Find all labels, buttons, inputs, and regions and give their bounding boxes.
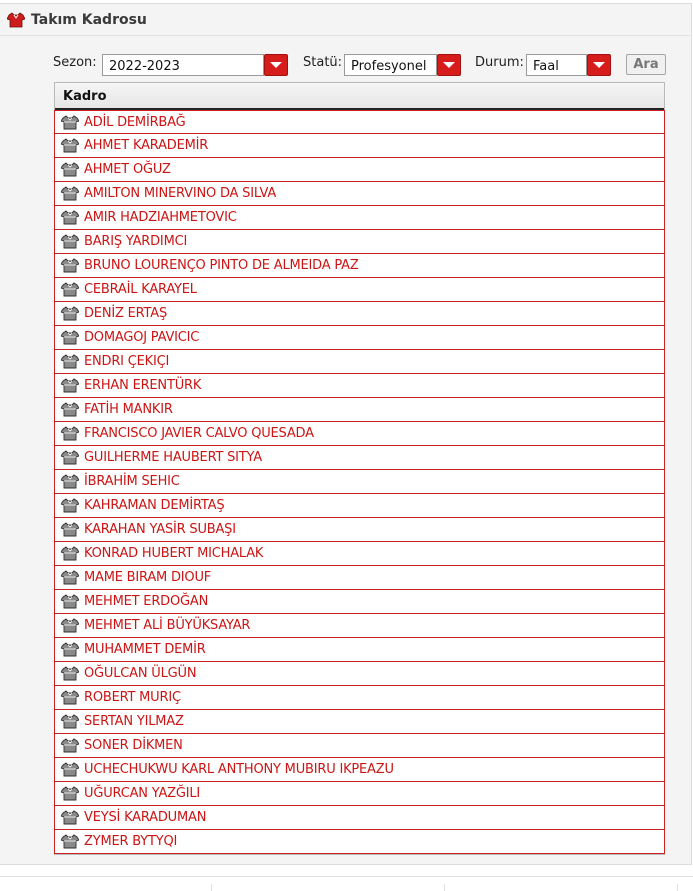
player-name-link[interactable]: AMILTON MINERVINO DA SILVA — [84, 186, 277, 201]
player-row — [55, 110, 664, 134]
player-name-link[interactable]: DOMAGOJ PAVICIC — [84, 330, 200, 345]
player-name-link[interactable]: BRUNO LOURENÇO PINTO DE ALMEIDA PAZ — [84, 258, 359, 273]
player-row — [55, 182, 664, 206]
player-row — [55, 662, 664, 686]
player-row — [55, 254, 664, 278]
player-name-link[interactable]: BARIŞ YARDIMCI — [84, 234, 188, 249]
jersey-icon — [61, 618, 79, 633]
player-name-link[interactable]: CEBRAİL KARAYEL — [84, 282, 197, 297]
search-button[interactable]: Ara — [626, 54, 666, 75]
jersey-icon — [61, 426, 79, 441]
season-select[interactable]: 2022-2023 — [102, 54, 264, 76]
jersey-icon — [61, 234, 79, 249]
jersey-icon — [61, 642, 79, 657]
player-row — [55, 518, 664, 542]
player-name-link[interactable]: AHMET KARADEMİR — [84, 138, 209, 153]
jersey-icon — [61, 450, 79, 465]
jersey-icon — [61, 378, 79, 393]
player-name-link[interactable]: AMIR HADZIAHMETOVIC — [84, 210, 237, 225]
player-row — [55, 326, 664, 350]
player-name-link[interactable]: MEHMET ERDOĞAN — [84, 594, 209, 609]
player-row — [55, 566, 664, 590]
jersey-icon — [61, 546, 79, 561]
player-name-link[interactable]: ENDRI ÇEKIÇI — [84, 354, 170, 369]
player-row — [55, 806, 664, 830]
player-name-link[interactable]: MAME BIRAM DIOUF — [84, 570, 212, 585]
player-row — [55, 374, 664, 398]
status-select[interactable]: Profesyonel — [344, 54, 437, 76]
jersey-icon — [61, 714, 79, 729]
jersey-icon — [7, 12, 25, 28]
player-name-link[interactable]: UĞURCAN YAZĞILI — [84, 786, 201, 801]
player-name-link[interactable]: ADİL DEMİRBAĞ — [84, 115, 186, 130]
jersey-icon — [61, 162, 79, 177]
player-row — [55, 830, 664, 854]
player-row — [55, 350, 664, 374]
jersey-icon — [61, 834, 79, 849]
player-name-link[interactable]: FRANCISCO JAVIER CALVO QUESADA — [84, 426, 314, 441]
jersey-icon — [61, 402, 79, 417]
roster-list — [54, 110, 665, 854]
player-row — [55, 470, 664, 494]
player-row — [55, 398, 664, 422]
jersey-icon — [61, 498, 79, 513]
player-row — [55, 614, 664, 638]
player-row — [55, 542, 664, 566]
footer-divider — [0, 876, 693, 877]
jersey-icon — [61, 522, 79, 537]
state-dropdown-arrow-icon[interactable] — [587, 54, 611, 76]
player-name-link[interactable]: KARAHAN YASİR SUBAŞI — [84, 522, 236, 537]
player-row — [55, 134, 664, 158]
footer-separator — [211, 884, 212, 891]
player-name-link[interactable]: GUILHERME HAUBERT SITYA — [84, 450, 262, 465]
player-name-link[interactable]: KAHRAMAN DEMİRTAŞ — [84, 498, 225, 513]
season-dropdown-arrow-icon[interactable] — [264, 54, 288, 76]
player-row — [55, 230, 664, 254]
player-row — [55, 710, 664, 734]
jersey-icon — [61, 474, 79, 489]
player-name-link[interactable]: AHMET OĞUZ — [84, 162, 171, 177]
player-name-link[interactable]: KONRAD HUBERT MICHALAK — [84, 546, 264, 561]
jersey-icon — [61, 258, 79, 273]
player-row — [55, 686, 664, 710]
player-row — [55, 158, 664, 182]
jersey-icon — [61, 690, 79, 705]
player-name-link[interactable]: ROBERT MURIÇ — [84, 690, 181, 705]
player-name-link[interactable]: ERHAN ERENTÜRK — [84, 378, 202, 393]
jersey-icon — [61, 786, 79, 801]
player-name-link[interactable]: ZYMER BYTYQI — [84, 834, 178, 849]
player-name-link[interactable]: UCHECHUKWU KARL ANTHONY MUBIRU IKPEAZU — [84, 762, 394, 777]
jersey-icon — [61, 762, 79, 777]
jersey-icon — [61, 666, 79, 681]
status-label: Statü: — [303, 55, 343, 70]
player-name-link[interactable]: SONER DİKMEN — [84, 738, 183, 753]
season-label: Sezon: — [53, 55, 97, 70]
player-name-link[interactable]: OĞULCAN ÜLGÜN — [84, 666, 197, 681]
player-row — [55, 278, 664, 302]
jersey-icon — [61, 570, 79, 585]
panel-header — [0, 4, 690, 36]
player-row — [55, 422, 664, 446]
state-label: Durum: — [475, 55, 524, 70]
player-row — [55, 206, 664, 230]
roster-table — [54, 82, 665, 855]
player-name-link[interactable]: VEYSİ KARADUMAN — [84, 810, 207, 825]
jersey-icon — [61, 210, 79, 225]
state-select[interactable]: Faal — [526, 54, 587, 76]
player-row — [55, 734, 664, 758]
jersey-icon — [61, 306, 79, 321]
player-name-link[interactable]: DENİZ ERTAŞ — [84, 306, 167, 321]
status-dropdown-arrow-icon[interactable] — [437, 54, 461, 76]
footer-separator — [677, 884, 678, 891]
player-row — [55, 758, 664, 782]
jersey-icon — [61, 810, 79, 825]
jersey-icon — [61, 138, 79, 153]
player-row — [55, 302, 664, 326]
player-row — [55, 446, 664, 470]
jersey-icon — [61, 282, 79, 297]
player-row — [55, 638, 664, 662]
jersey-icon — [61, 738, 79, 753]
jersey-icon — [61, 186, 79, 201]
player-row — [55, 494, 664, 518]
player-name-link[interactable]: İBRAHİM SEHIC — [84, 474, 180, 489]
jersey-icon — [61, 330, 79, 345]
player-name-link[interactable]: MUHAMMET DEMİR — [84, 642, 206, 657]
player-name-link[interactable]: FATİH MANKIR — [84, 402, 173, 417]
footer-separator — [444, 884, 445, 891]
player-row — [55, 782, 664, 806]
jersey-icon — [61, 354, 79, 369]
player-name-link[interactable]: SERTAN YILMAZ — [84, 714, 184, 729]
panel-title: Takım Kadrosu — [31, 12, 147, 28]
jersey-icon — [61, 594, 79, 609]
player-row — [55, 590, 664, 614]
roster-header: Kadro — [55, 83, 664, 110]
player-name-link[interactable]: MEHMET ALİ BÜYÜKSAYAR — [84, 618, 251, 633]
jersey-icon — [61, 115, 79, 130]
